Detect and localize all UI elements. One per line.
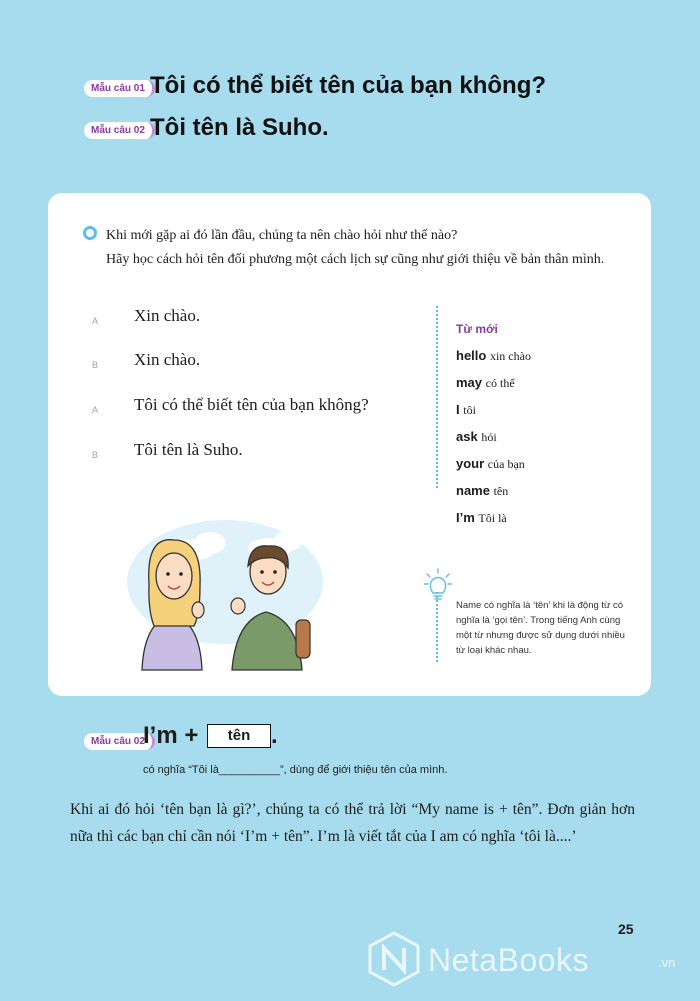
speaker-label: A: [92, 405, 99, 415]
vocab-list: [456, 348, 531, 537]
vocab-meaning: của bạn: [487, 457, 525, 471]
vocab-item: [456, 510, 531, 537]
vocab-word: your: [456, 456, 485, 471]
bullet-icon: [83, 226, 97, 240]
formula-suffix: .: [271, 722, 278, 749]
vocab-meaning: Tôi là: [478, 511, 507, 525]
netabooks-logo-icon: [366, 930, 422, 988]
vocab-item: [456, 375, 531, 402]
vocab-word: hello: [456, 348, 487, 363]
intro-line-1: Khi mới gặp ai đó lần đầu, chúng ta nên chào hỏi như thế nào?: [106, 228, 458, 243]
vocab-word: I’m: [456, 510, 475, 525]
dialogue-text: Tôi có thể biết tên của bạn không?: [134, 395, 369, 414]
vocab-item: [456, 402, 531, 429]
formula: [143, 722, 278, 750]
speaker-label: A: [92, 316, 99, 326]
watermark: [366, 930, 676, 993]
vocab-meaning: tên: [493, 484, 509, 498]
greeting-illustration: [120, 510, 330, 672]
dialogue-text: Xin chào.: [134, 306, 201, 325]
vocab-word: name: [456, 483, 490, 498]
sentence-heading-01: Tôi có thể biết tên của bạn không?: [150, 72, 547, 99]
formula-tag: Mẫu câu 02: [84, 733, 155, 750]
intro-text: [106, 224, 636, 272]
speaker-label: B: [92, 360, 99, 370]
vocab-item: [456, 348, 531, 375]
vocab-item: [456, 456, 531, 483]
speaker-label: B: [92, 450, 99, 460]
dialogue-text: Tôi tên là Suho.: [134, 440, 243, 459]
watermark-domain: .vn: [658, 955, 676, 970]
watermark-brand: NetaBooks: [428, 942, 590, 978]
vocab-meaning: tôi: [463, 403, 476, 417]
vocab-box: [436, 306, 616, 525]
intro-line-2: Hãy học cách hỏi tên đối phương một cách lịch sự cũng như giới thiệu về bản thân mình.: [106, 252, 605, 267]
vocab-word: may: [456, 375, 483, 390]
sentence-tag-02: Mẫu câu 02: [84, 122, 155, 139]
sentence-tag-01: Mẫu câu 01: [84, 80, 155, 97]
vocab-meaning: xin chào: [489, 349, 531, 363]
note-box: [436, 592, 625, 662]
formula-prefix: I’m +: [143, 722, 199, 749]
vocab-item: [456, 483, 531, 510]
explanation-paragraph: Khi ai đó hỏi ‘tên bạn là gì?’, chúng ta có thể trả lời “My name is + tên”. Đơn giản hơn nữa thì các bạn chỉ cần nói ‘I’m + tên”. I’m là viết tắt của I am có nghĩa ‘tôi là....’: [70, 801, 635, 845]
vocab-word: ask: [456, 429, 478, 444]
vocab-meaning: có thể: [485, 376, 515, 390]
vocab-meaning: hỏi: [481, 430, 497, 444]
vocab-title: Từ mới: [456, 322, 498, 336]
note-text: Name có nghĩa là ‘tên’ khi là động từ có nghĩa là ‘gọi tên’. Trong tiếng Anh cùng một từ nhưng được sử dụng dưới nhiều từ loại khác nhau.: [456, 600, 625, 656]
vocab-item: [456, 429, 531, 456]
sentence-heading-02: Tôi tên là Suho.: [150, 114, 329, 141]
formula-description: có nghĩa “Tôi là__________”, dùng để giới thiệu tên của mình.: [143, 764, 448, 776]
dialogue-text: Xin chào.: [134, 350, 201, 369]
vocab-word: I: [456, 402, 460, 417]
formula-blank-box: tên: [207, 724, 271, 748]
page-number: 25: [618, 921, 634, 937]
